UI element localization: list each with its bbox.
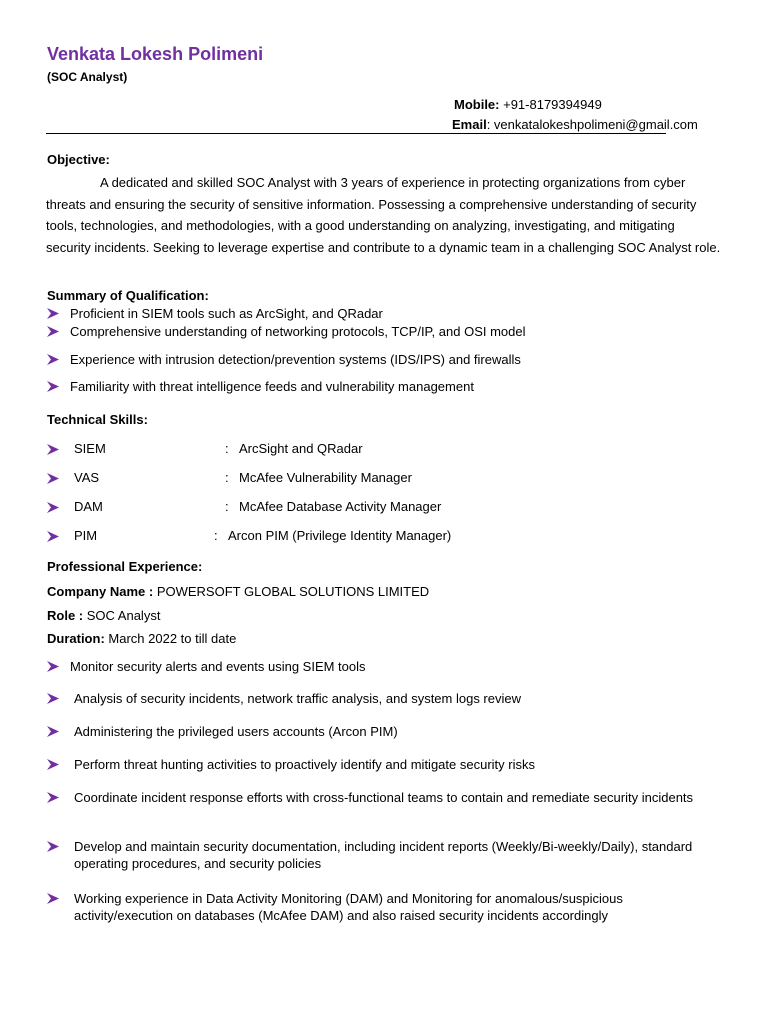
arrow-bullet-icon <box>47 381 59 392</box>
company-line <box>47 584 429 599</box>
email-value: : venkatalokeshpolimeni@gmail.com <box>486 117 698 132</box>
skill-value: McAfee Vulnerability Manager <box>239 470 412 485</box>
header-divider <box>46 133 666 134</box>
arrow-bullet-icon <box>47 531 59 542</box>
skill-key: SIEM <box>74 441 106 456</box>
objective-heading: Objective: <box>47 152 110 167</box>
arrow-bullet-icon <box>47 444 59 455</box>
skill-separator: : <box>214 528 218 543</box>
arrow-bullet-icon <box>47 661 59 672</box>
skill-key: VAS <box>74 470 100 485</box>
skill-value: McAfee Database Activity Manager <box>239 499 442 514</box>
skill-value: ArcSight and QRadar <box>239 441 363 456</box>
duration-line <box>47 631 236 646</box>
arrow-bullet-icon <box>47 308 59 319</box>
arrow-bullet-icon <box>47 502 59 513</box>
objective-text: A dedicated and skilled SOC Analyst with 3 years of experience in protecting organizations from cyber threats and ensuring the security of sensitive information. Possessing a comprehensive understanding of security tools, technologies, and methodologies, with a good understanding on analyzing, investigating, and mitigating security incidents. Seeking to leverage expertise and contribute to a dynamic team in a challenging SOC Analyst role. <box>46 175 721 255</box>
duration-value: March 2022 to till date <box>104 631 237 646</box>
arrow-bullet-icon <box>47 893 59 904</box>
arrow-bullet-icon <box>47 726 59 737</box>
arrow-bullet-icon <box>47 354 59 365</box>
role-value: SOC Analyst <box>83 608 161 623</box>
qualifications-heading: Summary of Qualification: <box>47 288 209 303</box>
candidate-title: (SOC Analyst) <box>47 70 128 84</box>
skill-value: Arcon PIM (Privilege Identity Manager) <box>228 528 452 543</box>
arrow-bullet-icon <box>47 841 59 852</box>
email-label: Email <box>452 117 487 132</box>
company-value: POWERSOFT GLOBAL SOLUTIONS LIMITED <box>153 584 430 599</box>
skills-heading: Technical Skills: <box>47 412 148 427</box>
skill-separator: : <box>225 499 229 514</box>
company-label: Company Name : <box>47 584 154 599</box>
email-line <box>452 117 698 132</box>
objective-paragraph <box>46 172 722 258</box>
skill-key: PIM <box>74 528 98 543</box>
skill-separator: : <box>225 441 229 456</box>
arrow-bullet-icon <box>47 473 59 484</box>
skill-separator: : <box>225 470 229 485</box>
arrow-bullet-icon <box>47 693 59 704</box>
role-line <box>47 608 160 623</box>
mobile-label: Mobile: <box>454 97 500 112</box>
experience-heading: Professional Experience: <box>47 559 203 574</box>
mobile-line <box>454 97 602 112</box>
arrow-bullet-icon <box>47 326 59 337</box>
mobile-value: +91-8179394949 <box>499 97 602 112</box>
skill-key: DAM <box>74 499 103 514</box>
arrow-bullet-icon <box>47 792 59 803</box>
role-label: Role : <box>47 608 84 623</box>
arrow-bullet-icon <box>47 759 59 770</box>
duration-label: Duration: <box>47 631 105 646</box>
candidate-name: Venkata Lokesh Polimeni <box>47 44 264 64</box>
